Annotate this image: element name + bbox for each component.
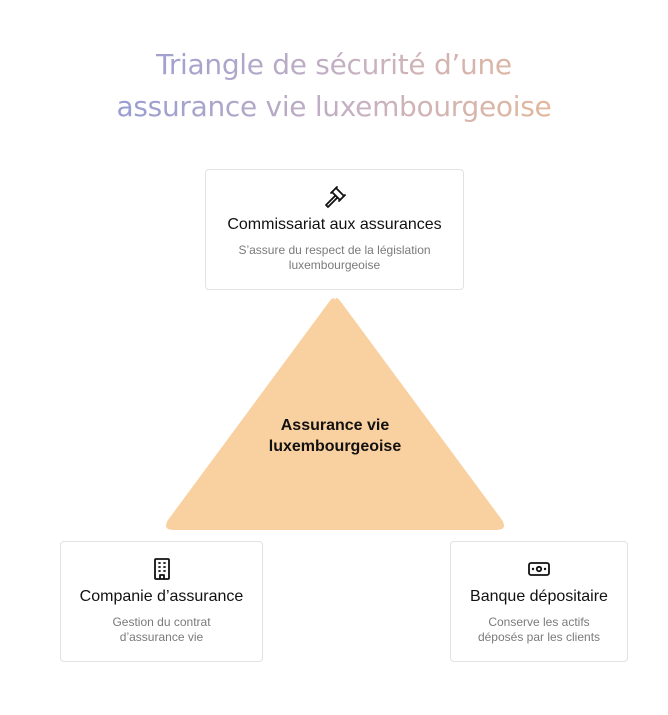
card-description (87, 615, 237, 645)
triangle-shape (166, 298, 504, 530)
card-banque (450, 541, 628, 662)
card-companie (60, 541, 263, 662)
card-description-line-2: d’assurance vie (119, 630, 204, 644)
card-description-line-2: déposés par les clients (477, 630, 601, 644)
card-description-line-1: S’assure du respect de la législation (238, 243, 431, 257)
card-title: Commissariat aux assurances (227, 216, 442, 233)
card-description (225, 243, 445, 273)
banknote-icon (527, 557, 551, 581)
card-description-line-1: Conserve les actifs (488, 615, 590, 629)
gavel-icon (323, 185, 347, 209)
triangle-label (235, 415, 435, 457)
card-commissariat (205, 169, 464, 290)
triangle-label-line-2: luxembourgeoise (268, 438, 402, 455)
page-title-line-1: Triangle de sécurité d’une (0, 44, 668, 86)
card-description-line-2: luxembourgeoise (288, 258, 381, 272)
page-title (0, 44, 668, 128)
card-title: Companie d’assurance (79, 588, 244, 605)
card-title: Banque dépositaire (470, 588, 608, 605)
triangle-label-line-1: Assurance vie (280, 417, 390, 434)
card-description (464, 615, 614, 645)
card-description-line-1: Gestion du contrat (112, 615, 211, 629)
page-title-line-2: assurance vie luxembourgeoise (0, 86, 668, 128)
building-icon (150, 557, 174, 581)
